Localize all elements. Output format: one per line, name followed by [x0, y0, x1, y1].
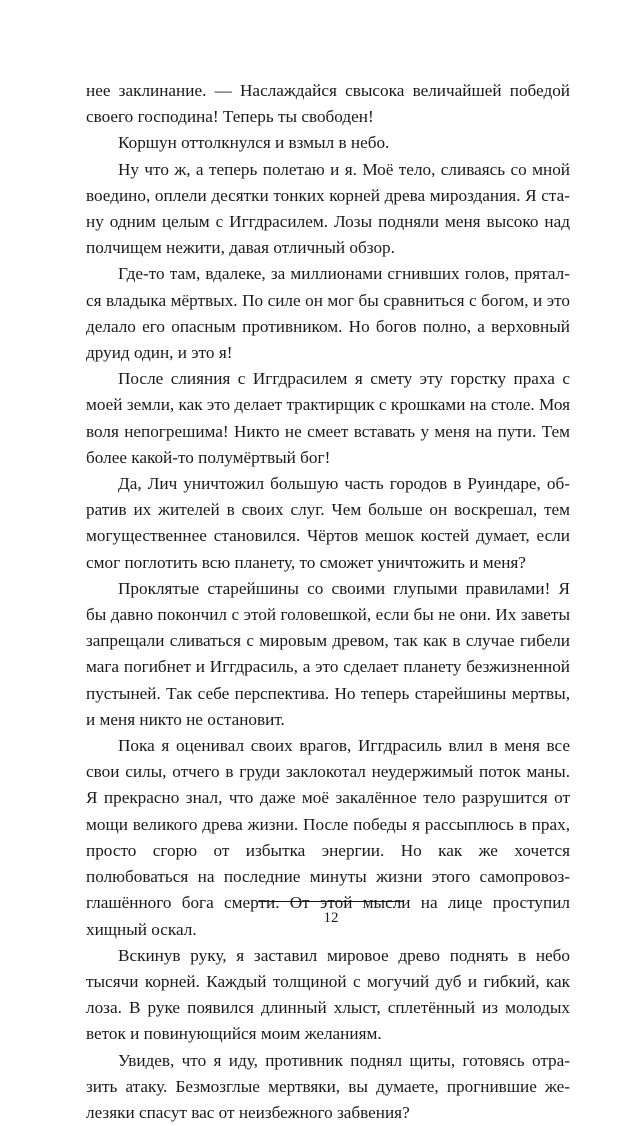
footer-divider [258, 901, 404, 902]
paragraph: Проклятые старейшины со своими глупыми правилами! Я бы давно покончил с этой головешкой, если бы не они. Их заветы запрещали сливаться с мировым древом, так как в случае гибели мага погибнет и Иггдрасиль, а это сделает планету безжизненной пустыней. Так себе перспектива. Но теперь старейшины мертвы, и меня никто не остановит. [86, 578, 570, 729]
paragraph: Вскинув руку, я заставил мировое древо поднять в небо тысячи корней. Каждый толщиной с могучий дуб и гибкий, как лоза. В руке появился длинный хлыст, сплетённый из молодых веток и повинующийся моим желаниям. [86, 945, 570, 1044]
paragraph-continuation: нее заклинание. — Наслаждайся свысока величайшей победой своего господина! Теперь ты свободен! [86, 81, 570, 127]
paragraph: Пока я оценивал своих врагов, Иггдрасиль влил в меня все свои силы, отчего в груди заклокотал неудержимый поток маны. Я прекрасно знал, что даже моё закалённое тело разрушится от мощи великого древа жизни. После победы я рассыплюсь в прах, просто сгорю от избытка энергии. Но как же хочется полюбоваться на последние минуты жизни этого самопровозглашённого бога смерти. От этой мысли на лице проступил хищный оскал. [86, 736, 570, 939]
paragraph: Да, Лич уничтожил большую часть городов в Руиндаре, обратив их жителей в своих слуг. Чем больше он воскрешал, тем могущественнее становился. Чёртов мешок костей думает, если смог поглотить всю планету, то сможет уничтожить и меня? [86, 474, 570, 572]
paragraph: Ну что ж, а теперь полетаю и я. Моё тело, сливаясь со мной воедино, оплели десятки тонких корней древа мироздания. Я стану одним целым с Иггдрасилем. Лозы подняли меня высоко над полчищем нежити, давая отличный обзор. [86, 159, 570, 258]
page-number: 12 [323, 910, 339, 926]
paragraph: Где-то там, вдалеке, за миллионами сгнивших голов, прятался владыка мёртвых. По силе он мог бы сравниться с богом, и это делало его опасным противником. Но богов полно, а верховный друид один, и это я! [86, 264, 570, 363]
paragraph: Увидев, что я иду, противник поднял щиты, готовясь отразить атаку. Безмозглые мертвяки, вы думаете, прогнившие железяки спасут вас от неизбежного забвения? [86, 1050, 570, 1122]
page-body [86, 78, 570, 1126]
paragraph: Коршун оттолкнулся и взмыл в небо. [118, 133, 390, 153]
paragraph: После слияния с Иггдрасилем я смету эту горстку праха с моей земли, как это делает трактирщик с крошками на столе. Моя воля непогрешима! Никто не смеет вставать у меня на пути. Тем более какой-то полумёртвый бог! [86, 369, 570, 467]
